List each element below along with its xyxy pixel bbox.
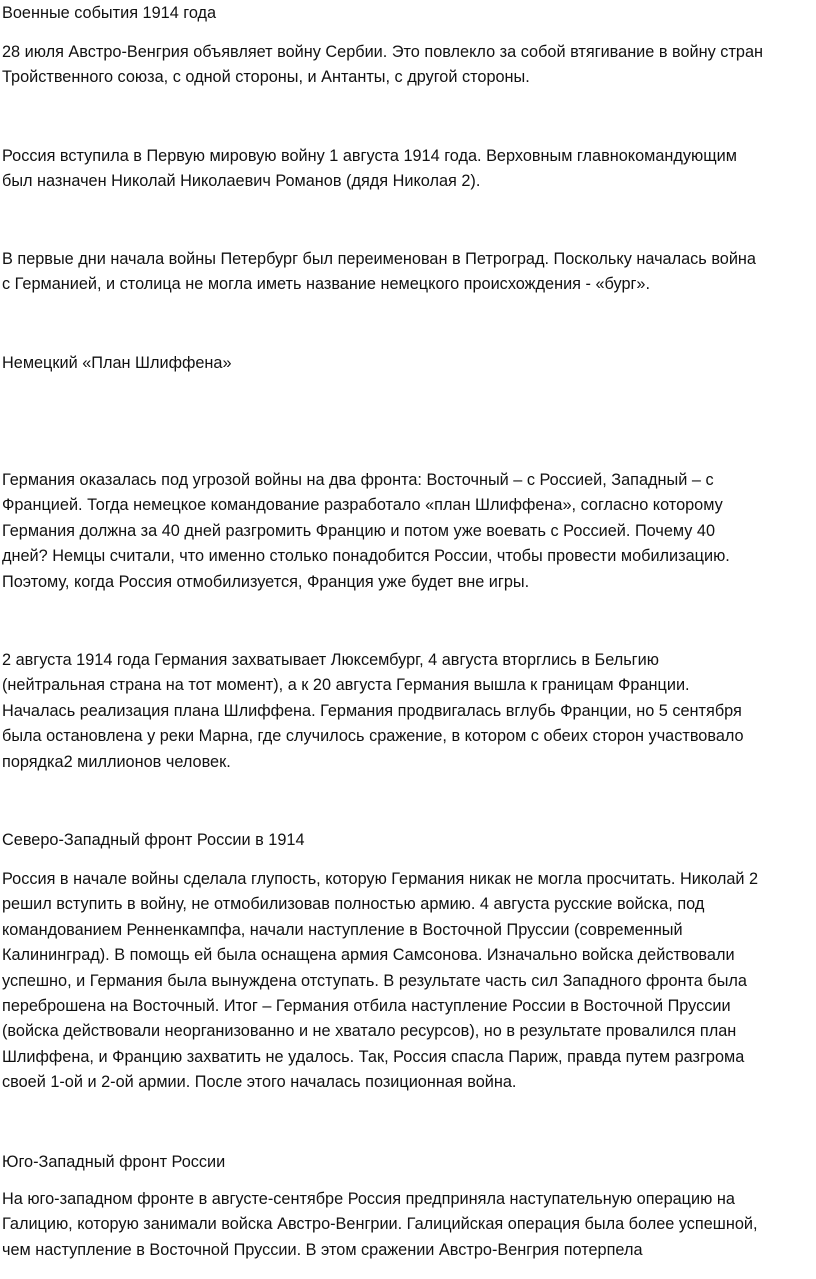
section-heading: Немецкий «План Шлиффена»: [2, 354, 232, 372]
text-line: командованием Ренненкампфа, начали наступление в Восточной Пруссии (современный: [2, 920, 683, 939]
text-line: (войска действовали неорганизованно и не хватало ресурсов), но в результате провалился план: [2, 1022, 737, 1041]
text-line: 2 августа 1914 года Германия захватывает Люксембург, 4 августа вторглись в Бельгию: [2, 651, 659, 669]
text-line: Россия в начале войны сделала глупость, которую Германия никак не могла просчитать. Николай 2: [2, 870, 759, 888]
text-line: 28 июля Австро-Венгрия объявляет войну Сербии. Это повлекло за собой втягивание в войну стран: [2, 43, 763, 61]
text-line: своей 1-ой и 2-ой армии. После этого началась позиционная война.: [2, 1073, 517, 1092]
intro-paragraph: [2, 40, 814, 91]
schlieffen-paragraph: [2, 468, 814, 595]
section-heading: Северо-Западный фронт России в 1914: [2, 831, 305, 849]
text-line: Германия оказалась под угрозой войны на два фронта: Восточный – с Россией, Западный – с: [2, 471, 714, 489]
text-line: успешно, и Германия была вынуждена отступать. В результате часть сил Западного фронта была: [2, 971, 747, 990]
text-line: решил вступить в войну, не отмобилизовав полностью армию. 4 августа русские войска, под: [2, 895, 705, 914]
northwest-heading: [2, 828, 814, 853]
august-events-paragraph: [2, 648, 814, 775]
text-line: Шлиффена, и Францию захватить не удалось. Так, Россия спасла Париж, правда путем разгрома: [2, 1047, 745, 1066]
text-line: (нейтральная страна на тот момент), а к 20 августа Германия вышла к границам Франции.: [2, 676, 690, 695]
text-line: с Германией, и столица не могла иметь название немецкого происхождения - «бург».: [2, 275, 651, 294]
text-line: переброшена на Восточный. Итог – Германия отбила наступление России в Восточной Пруссии: [2, 997, 731, 1016]
southwest-paragraph: [2, 1187, 814, 1263]
text-line: В первые дни начала войны Петербург был переименован в Петроград. Поскольку началась война: [2, 250, 756, 268]
schlieffen-heading: [2, 351, 814, 376]
text-line: Тройственного союза, с одной стороны, и Антанты, с другой стороны.: [2, 68, 530, 87]
text-line: Галицию, которую занимали войска Австро-Венгрии. Галицийская операция была более успешной,: [2, 1215, 758, 1234]
petrograd-paragraph: [2, 247, 814, 298]
section-heading: Юго-Западный фронт России: [2, 1153, 226, 1171]
text-line: Калининград). В помощь ей была оснащена армия Самсонова. Изначально войска действовали: [2, 946, 735, 965]
text-line: был назначен Николай Николаевич Романов (дядя Николая 2).: [2, 172, 481, 191]
title-line: Военные события 1914 года: [2, 4, 217, 22]
text-line: Германия должна за 40 дней разгромить Францию и потом уже воевать с Россией. Почему 40: [2, 521, 716, 540]
text-line: Россия вступила в Первую мировую войну 1 августа 1914 года. Верховным главнокомандующим: [2, 147, 737, 165]
text-line: дней? Немцы считали, что именно столько понадобится России, чтобы провести мобилизацию.: [2, 547, 730, 566]
text-line: чем наступление в Восточной Пруссии. В этом сражении Австро-Венгрия потерпела: [2, 1240, 643, 1259]
russia-entry-paragraph: [2, 144, 814, 195]
text-line: Началась реализация плана Шлиффена. Германия продвигалась вглубь Франции, но 5 сентября: [2, 701, 742, 720]
text-line: была остановлена у реки Марна, где случилось сражение, в котором с обеих сторон участвовало: [2, 727, 744, 746]
text-line: На юго-западном фронте в августе-сентябре Россия предприняла наступательную операцию на: [2, 1190, 735, 1208]
southwest-heading: [2, 1150, 814, 1175]
northwest-paragraph: [2, 867, 814, 1096]
text-line: порядка2 миллионов человек.: [2, 752, 231, 771]
document-title: [2, 1, 814, 26]
text-line: Францией. Тогда немецкое командование разработало «план Шлиффена», согласно которому: [2, 496, 723, 515]
text-line: Поэтому, когда Россия отмобилизуется, Франция уже будет вне игры.: [2, 572, 530, 591]
